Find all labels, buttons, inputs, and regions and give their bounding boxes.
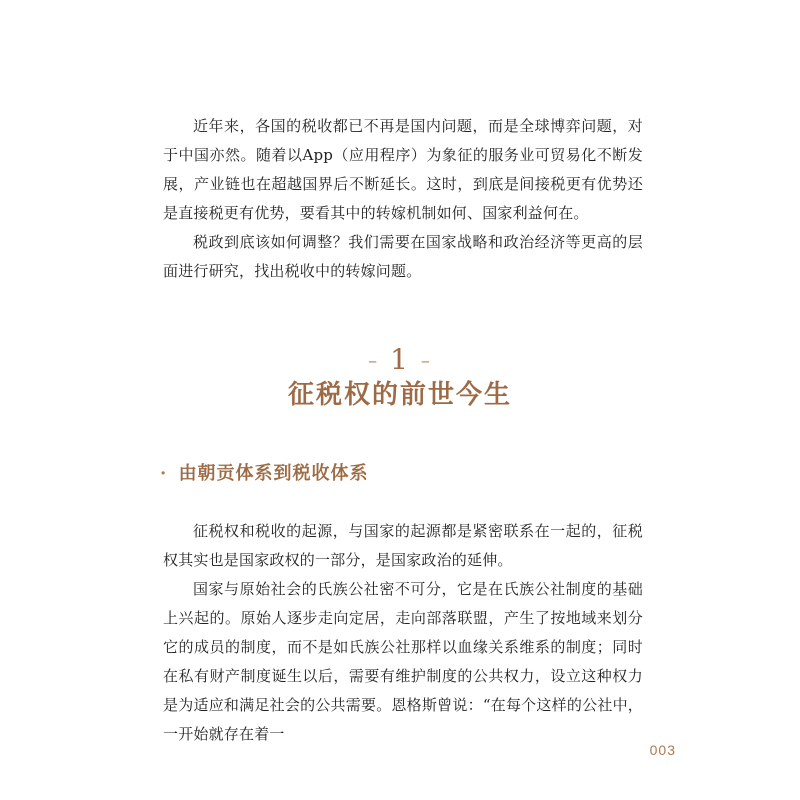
chapter-number-dash-left: – xyxy=(368,350,380,372)
chapter-number-value: 1 xyxy=(390,343,410,376)
section-bullet: · xyxy=(160,463,168,484)
section-heading xyxy=(160,460,369,488)
chapter-number-dash-right: – xyxy=(420,350,432,372)
section-heading-text: 由朝贡体系到税收体系 xyxy=(178,463,369,484)
chapter-number xyxy=(0,342,800,380)
page-number: 003 xyxy=(649,742,676,758)
chapter-title: 征税权的前世今生 xyxy=(287,380,512,410)
section-paragraph-1: 征税权和税收的起源，与国家的起源都是紧密联系在一起的，征税权其实也是国家政权的一部分，是国家政治的延伸。 xyxy=(163,522,643,569)
intro-paragraph-2: 税政到底该如何调整？我们需要在国家战略和政治经济等更高的层面进行研究，找出税收中的转嫁问题。 xyxy=(163,233,643,280)
intro-paragraph-1: 近年来，各国的税收都已不再是国内问题，而是全球博弈问题，对于中国亦然。随着以App（应用程序）为象征的服务业可贸易化不断发展，产业链也在超越国界后不断延长。这时，到底是间接税更有优势还是直接税更有优势，要看其中的转嫁机制如何、国家利益何在。 xyxy=(163,117,643,222)
section-paragraph-2: 国家与原始社会的氏族公社密不可分，它是在氏族公社制度的基础上兴起的。原始人逐步走向定居，走向部落联盟，产生了按地域来划分它的成员的制度，而不是如氏族公社那样以血缘关系维系的制度；同时在私有财产制度诞生以后，需要有维护制度的公共权力，设立这种权力是为适应和满足社会的公共需要。恩格斯曾说：“在每个这样的公社中，一开始就存在着一 xyxy=(163,580,643,743)
